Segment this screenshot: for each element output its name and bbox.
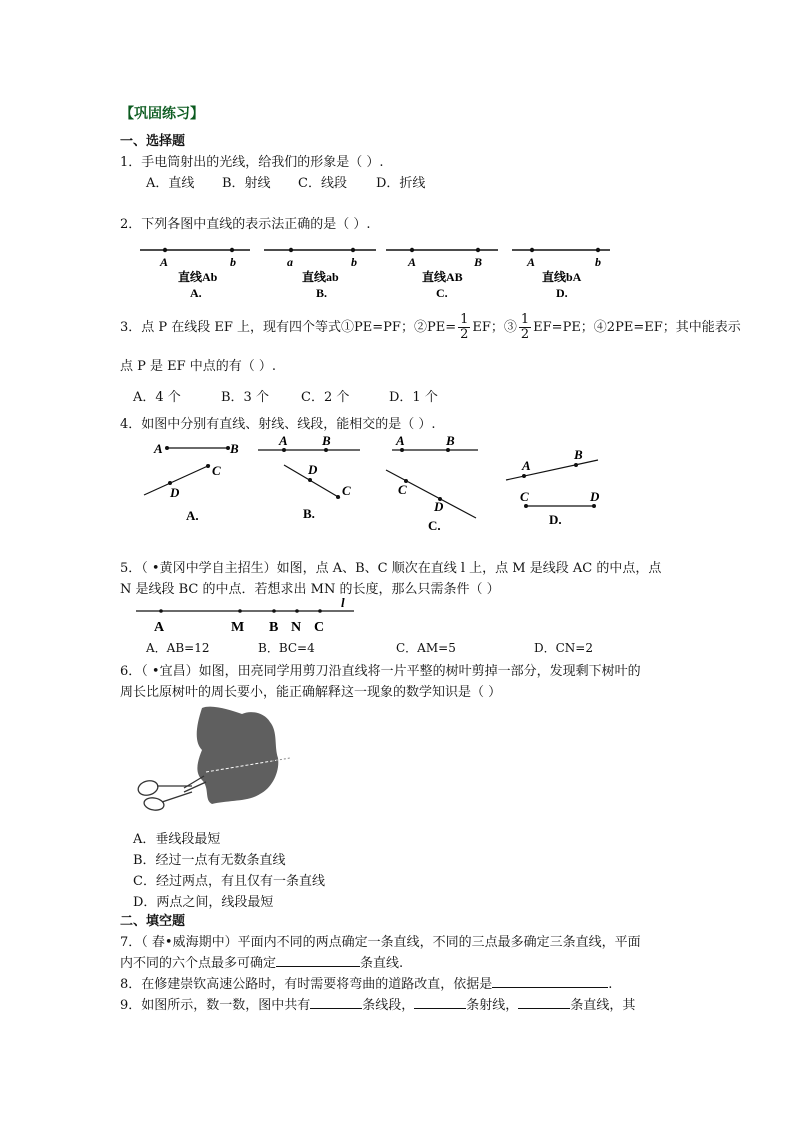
q8-part-a: 8．在修建崇钦高速公路时，有时需要将弯曲的道路改直，依据是: [120, 977, 493, 992]
q1-option-a[interactable]: A．直线: [146, 176, 195, 191]
leaf-shape: [197, 707, 279, 804]
q9-part-b: 条线段，: [362, 998, 415, 1013]
q2-stem: 2．下列各图中直线的表示法正确的是（ ）.: [120, 217, 371, 232]
q2-fig-d[interactable]: [512, 248, 610, 300]
q8-blank[interactable]: [492, 975, 608, 988]
q2-fig-a[interactable]: [140, 248, 250, 300]
q3-fraction-2: [519, 313, 531, 342]
svg-text:C: C: [314, 620, 325, 635]
q2-point: [530, 248, 534, 252]
svg-text:D: D: [170, 485, 180, 500]
q3-options: [133, 386, 438, 405]
q9-part-a: 9．如图所示，数一数，图中共有: [120, 998, 311, 1013]
svg-text:A: A: [154, 620, 165, 635]
q3-frac-den-2: 2: [520, 327, 530, 342]
q7-line2: [120, 952, 403, 971]
q2-fig-c[interactable]: [386, 248, 498, 300]
q5-point-m: [238, 609, 242, 613]
q2-letter: B.: [316, 286, 328, 300]
svg-text:A: A: [396, 433, 405, 448]
q1-option-c[interactable]: C．线段: [298, 176, 347, 191]
q6-option-b[interactable]: B．经过一点有无数条直线: [133, 853, 286, 868]
q5-option-b[interactable]: B．BC=4: [258, 641, 315, 655]
svg-text:B: B: [446, 433, 455, 448]
q5-point-c: [318, 609, 322, 613]
svg-text:B: B: [230, 441, 239, 456]
q2-point: [351, 248, 355, 252]
q2-label: b: [595, 255, 601, 269]
q2-point: [596, 248, 600, 252]
q3-frac-num-2: 1: [520, 312, 530, 327]
q5-figure: [132, 597, 362, 635]
q2-label: b: [230, 255, 236, 269]
q2-letter: A.: [190, 286, 202, 300]
q4-fig-a[interactable]: [144, 441, 239, 523]
svg-text:C: C: [520, 489, 529, 504]
q5-point-b: [272, 609, 276, 613]
q2-point: [476, 248, 480, 252]
svg-text:D: D: [434, 499, 444, 514]
svg-text:l: l: [341, 597, 345, 610]
q7-part-b: 条直线.: [360, 956, 404, 971]
svg-text:N: N: [291, 620, 302, 635]
q6-line2: 周长比原树叶的周长要小，能正确解释这一现象的数学知识是（ ）: [120, 685, 502, 700]
q6-option-c[interactable]: C．经过两点，有且仅有一条直线: [133, 874, 325, 889]
q2-point: [289, 248, 293, 252]
q3-option-c[interactable]: C．2 个: [301, 390, 350, 405]
scissors-icon: [137, 776, 206, 812]
q3-line1: [120, 313, 741, 342]
q5-options: [146, 639, 593, 656]
q2-name: 直线AB: [422, 270, 463, 284]
q2-figures: [130, 242, 620, 304]
svg-text:B: B: [574, 447, 583, 462]
q4-figures: [130, 430, 610, 535]
q7-part-a: 内不同的六个点最多可确定: [120, 956, 277, 971]
q3-frac-num: 1: [460, 312, 469, 327]
q6-option-d[interactable]: D．两点之间，线段最短: [133, 895, 274, 910]
q4-fig-c[interactable]: [386, 433, 478, 533]
q2-point: [163, 248, 167, 252]
q2-label: b: [351, 255, 357, 269]
q1-option-b[interactable]: B．射线: [222, 176, 271, 191]
svg-text:B: B: [269, 620, 279, 635]
q8-line: [120, 973, 612, 992]
q2-label: A: [527, 255, 536, 269]
q5-line1: 5．（ •黄冈中学自主招生）如图，点 A、B、C 顺次在直线 l 上，点 M 是线段 AC 的中点，点: [120, 561, 662, 576]
q4-letter: A.: [186, 508, 199, 523]
q3-frac-den: 2: [460, 327, 469, 342]
q9-blank-2[interactable]: [414, 996, 466, 1009]
svg-text:A: A: [154, 441, 163, 456]
svg-text:D: D: [590, 489, 600, 504]
q2-letter: C.: [436, 286, 448, 300]
q2-point: [410, 248, 414, 252]
q5-option-a[interactable]: A．AB=12: [146, 641, 210, 655]
q9-blank-1[interactable]: [310, 996, 362, 1009]
q2-label: A: [408, 255, 417, 269]
q2-letter: D.: [556, 286, 568, 300]
q9-line: [120, 994, 635, 1013]
svg-text:M: M: [231, 620, 245, 635]
q2-name: 直线Ab: [178, 270, 218, 284]
svg-text:C: C: [398, 482, 407, 497]
q2-label: a: [287, 255, 293, 269]
q1-stem: 1．手电筒射出的光线，给我们的形象是（ ）.: [120, 155, 384, 170]
q3-fraction: [458, 313, 470, 342]
q5-point-n: [295, 609, 299, 613]
part2-heading: 二、填空题: [120, 914, 186, 929]
q3-part1: 3．点 P 在线段 EF 上，现有四个等式①PE=PF；②PE=: [120, 320, 457, 335]
q5-option-c[interactable]: C．AM=5: [396, 641, 456, 655]
q4-fig-b[interactable]: [258, 433, 360, 521]
q2-label: B: [474, 255, 483, 269]
q8-part-b: .: [608, 977, 613, 992]
q7-blank[interactable]: [276, 954, 360, 967]
q4-letter: C.: [428, 518, 441, 533]
q3-part2: EF；③: [472, 320, 517, 335]
q5-line2: N 是线段 BC 的中点．若想求出 MN 的长度，那么只需条件（ ）: [120, 582, 500, 597]
svg-text:A: A: [279, 433, 288, 448]
q2-name: 直线bA: [542, 270, 582, 284]
svg-text:A: A: [522, 458, 531, 473]
q3-option-a[interactable]: A．4 个: [133, 390, 181, 405]
svg-text:C: C: [212, 463, 221, 478]
svg-text:D: D: [308, 462, 318, 477]
q2-fig-b[interactable]: [264, 248, 376, 300]
q1-options: [146, 172, 425, 191]
q3-part3: EF=PE；④2PE=EF；其中能表示: [533, 320, 741, 335]
part1-heading: 一、选择题: [120, 134, 186, 149]
q9-part-d: 条直线，其: [570, 998, 636, 1013]
leaf-scissors-figure: [132, 702, 297, 820]
svg-text:B: B: [322, 433, 331, 448]
section-title: 【巩固练习】: [120, 106, 204, 122]
q6-option-a[interactable]: A．垂线段最短: [133, 832, 221, 847]
q3-option-b[interactable]: B．3 个: [221, 390, 269, 405]
q6-line1: 6．（ •宜昌）如图，田亮同学用剪刀沿直线将一片平整的树叶剪掉一部分，发现剩下树叶的: [120, 664, 641, 679]
q4-stem: 4．如图中分别有直线、射线、线段，能相交的是（ ）.: [120, 417, 436, 432]
q2-label: A: [160, 255, 169, 269]
q4-letter: B.: [303, 506, 315, 521]
q4-letter: D.: [549, 512, 562, 527]
q1-option-d[interactable]: D．折线: [376, 176, 426, 191]
q5-option-d[interactable]: D．CN=2: [534, 641, 593, 655]
q4-fig-d[interactable]: [506, 447, 600, 527]
q3-option-d[interactable]: D．1 个: [389, 390, 438, 405]
q2-point: [230, 248, 234, 252]
svg-text:C: C: [342, 483, 351, 498]
q7-line1: 7．（ 春•威海期中）平面内不同的两点确定一条直线，不同的三点最多确定三条直线，平面: [120, 935, 641, 950]
q5-point-a: [159, 609, 163, 613]
q3-line2: 点 P 是 EF 中点的有（ ）.: [120, 359, 277, 374]
q9-blank-3[interactable]: [518, 996, 570, 1009]
q2-name: 直线ab: [302, 270, 339, 284]
q9-part-c: 条射线，: [466, 998, 519, 1013]
